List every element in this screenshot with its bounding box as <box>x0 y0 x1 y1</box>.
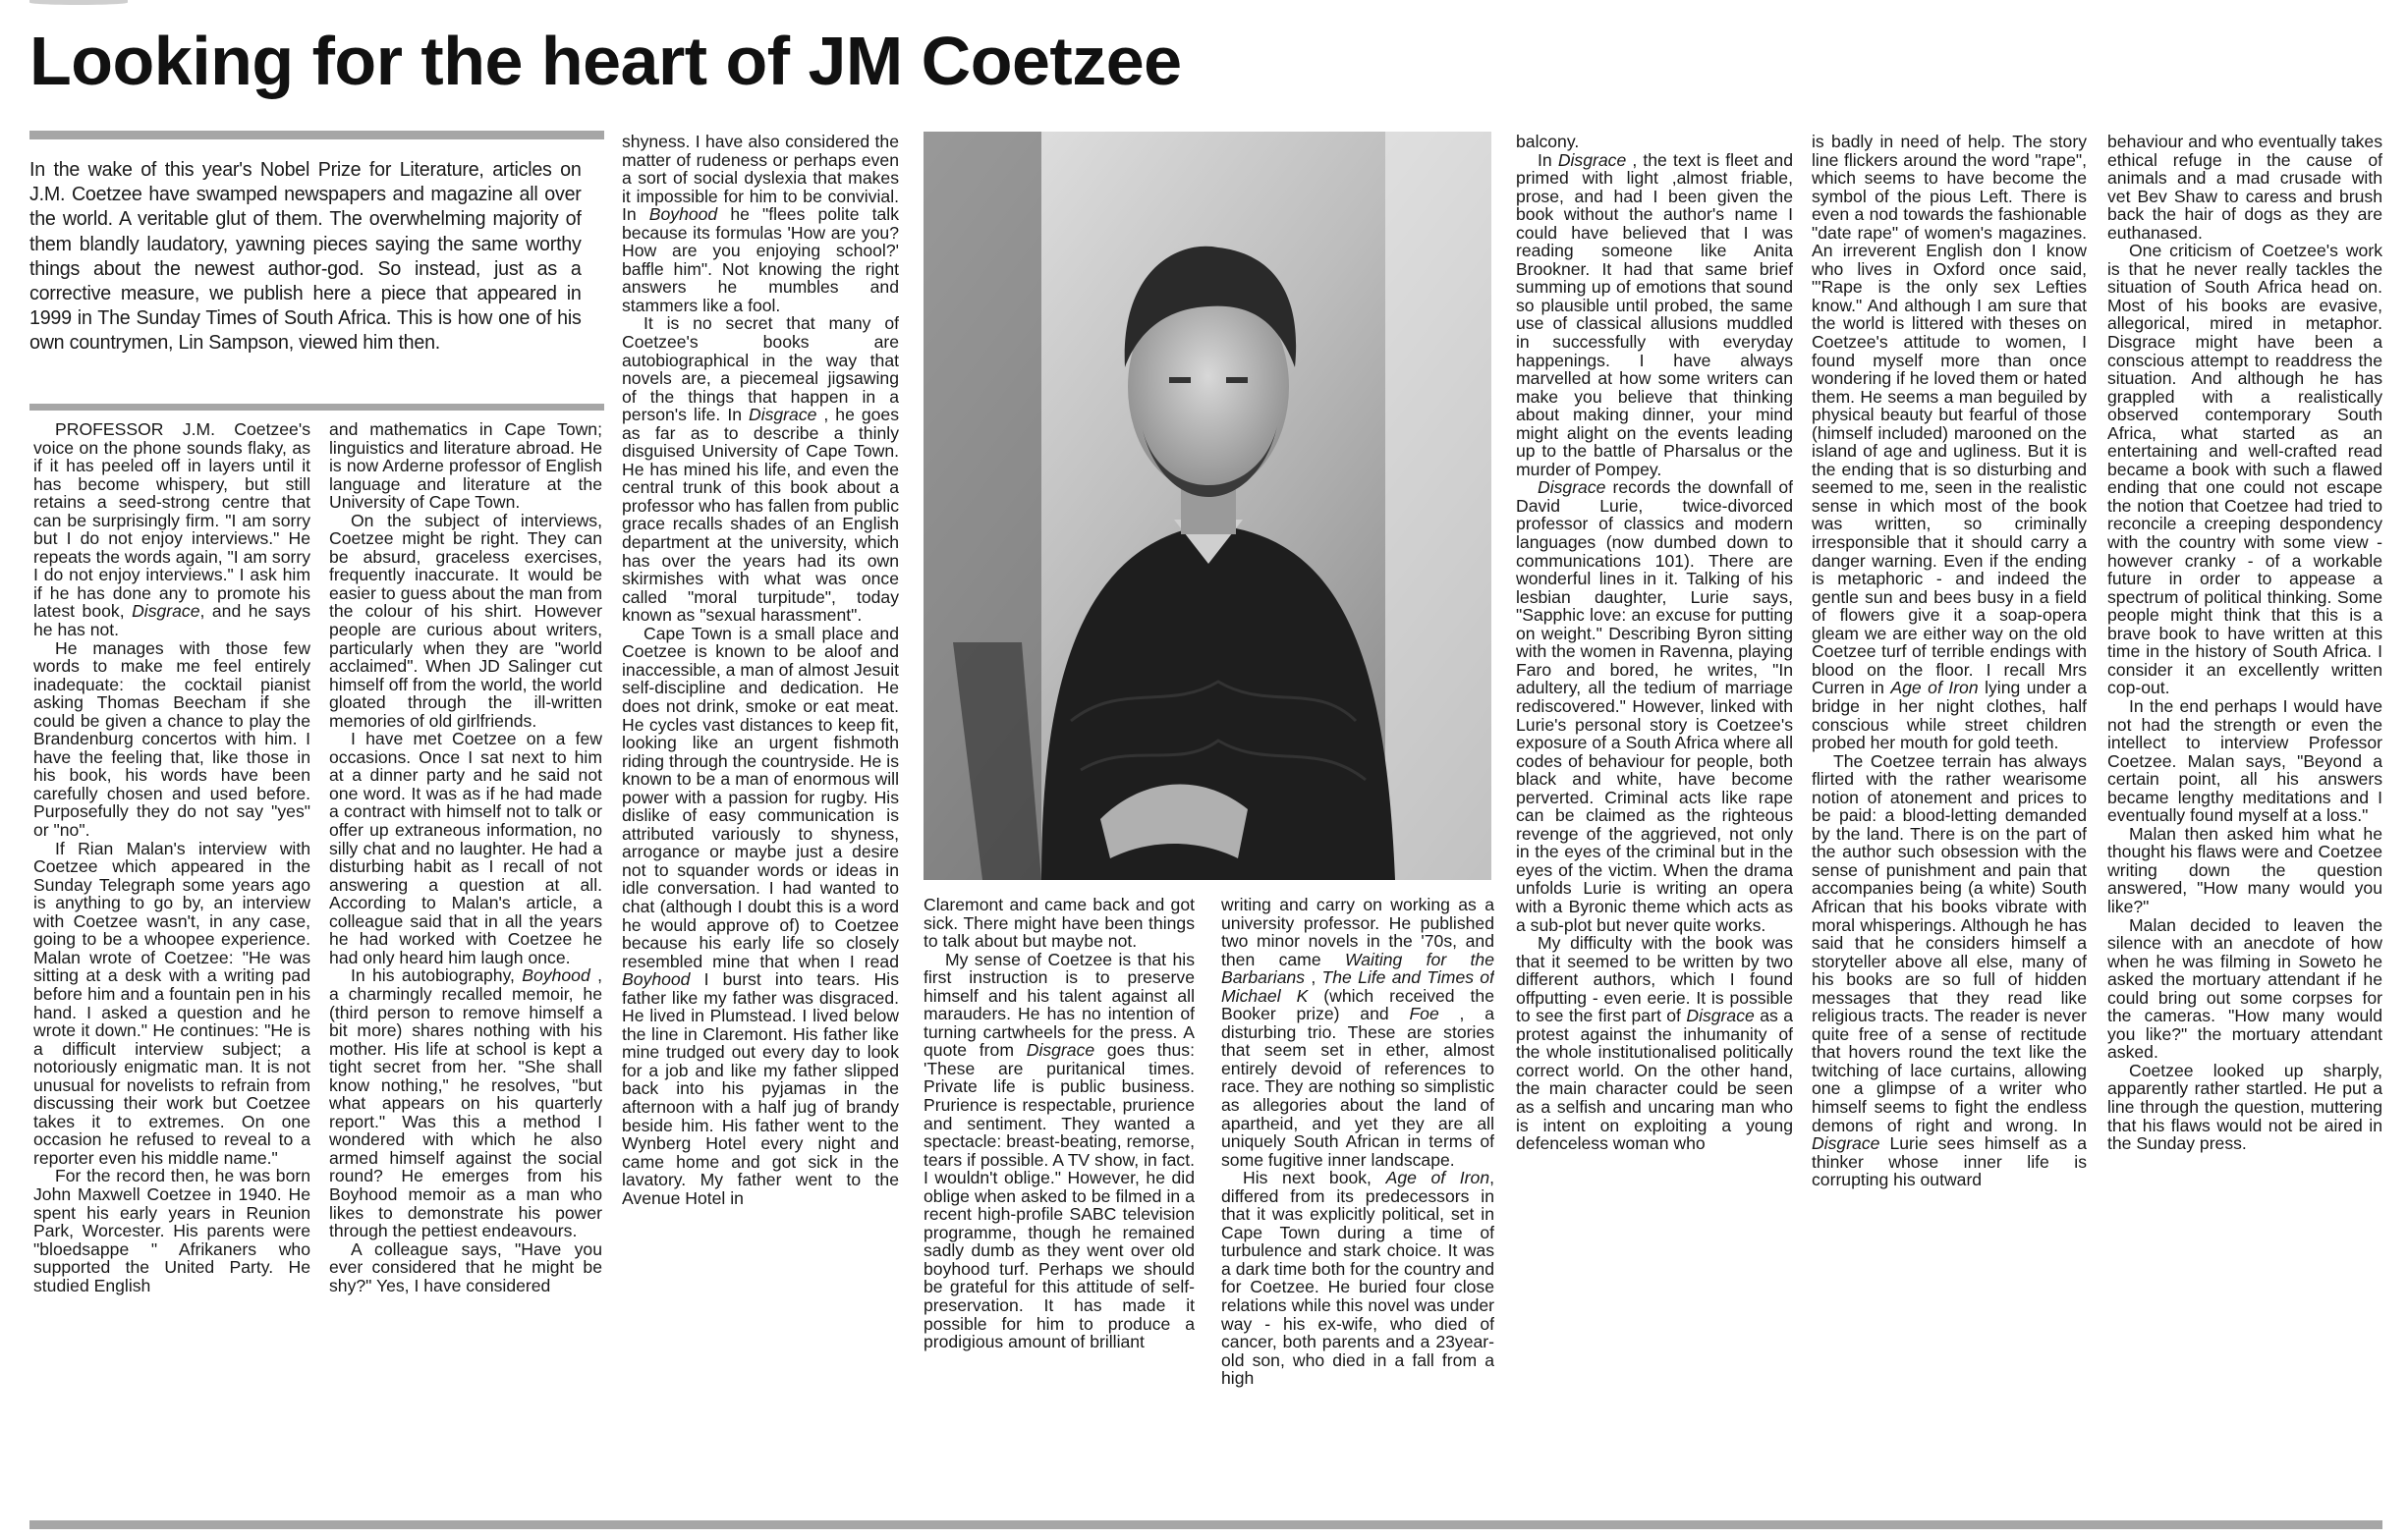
paragraph: I have met Coetzee on a few occasions. Once I sat next to him at a dinner party and he said not one word. It was as if he had made a contract with himself not to talk or offer up extraneous information, no silly chat and no laughter. He had a disturbing habit as I recall of not answering a question at all. According to Malan's article, a colleague said that in all the years he had worked with Coetzee he had only heard him laugh once. <box>329 729 602 967</box>
paragraph: If Rian Malan's interview with Coetzee which appeared in the Sunday Telegraph some years ago is anything to go by, an interview with Coetzee wasn't, in any case, going to be a whoopee experience. Malan wrote of Coetzee: "He was sitting at a desk with a writing pad before him and a fountain pen in his hand. I asked a question and he wrote it down." He continues: "He is a difficult interview subject; a notoriously enigmatic man. It is not unusual for novelists to refrain from discussing their work but Coetzee takes it to extremes. On one occasion he refused to reveal to a reporter even his middle name." <box>33 838 310 1168</box>
paragraph: Coetzee looked up sharply, apparently rather startled. He put a line through the question, muttering that his flaws would not be aired in the Sunday press. <box>2107 1060 2382 1154</box>
paragraph: A colleague says, "Have you ever considered that he might be shy?" Yes, I have considered <box>329 1238 602 1295</box>
article-column-1 <box>33 420 310 1511</box>
paragraph: Malan then asked him what he thought his flaws were and Coetzee writing down the question answered, "How many would you like?" <box>2107 823 2382 916</box>
paragraph: My sense of Coetzee is that his first instruction is to preserve himself and his talent against all marauders. He has no intention of turning cartwheels for the press. A quote from Disgrace goes thus: 'These are puritanical times. Private life is public business. Prurience is respectable, prurience and sentiment. They wanted a spectacle: breast-beating, remorse, tears if possible. A TV show, in fact. I wouldn't oblige." However, he did oblige when asked to be filmed in a recent high-profile SABC television programme, though he remained sadly dumb as they went over old boyhood turf. Perhaps we should be grateful for this attitude of self-preservation. It has made it possible for him to produce a prodigious amount of brilliant <box>924 949 1195 1352</box>
article-column-2 <box>329 420 602 1511</box>
paragraph: Disgrace records the downfall of David Lurie, twice-divorced professor of classics and modern languages (now dumbed down to communications 101). There are wonderful lines in it. Talking of his lesbian daughter, Lurie says, "Sapphic love: an excuse for putting on weight." Describing Byron sitting with the women in Ravenna, playing Faro and bored, he writes, "In adultery, all the tedium of marriage rediscovered." However, linked with Lurie's personal story is Coetzee's exposure of a South Africa where all codes of behaviour for people, both black and white, have become perverted. Criminal acts like rape can be claimed as the righteous revenge of the aggrieved, not only in the eyes of the criminal but in the eyes of the victim. When the drama unfolds Lurie is writing an opera with a Byronic theme which acts as a sub-plot but never quite works. <box>1516 477 1793 935</box>
paragraph: and mathematics in Cape Town; linguistics and literature abroad. He is now Arderne professor of English language and literature at the University of Cape Town. <box>329 420 602 513</box>
paragraph: One criticism of Coetzee's work is that he never really tackles the situation of South Africa head on. Most of his books are evasive, allegorical, mired in metaphor. Disgrace might have been a conscious attempt to readdress the situation. And although he has grappled with a realistically observed contemporary South Africa, what started as an entertaining and well-crafted read became a book with such a flawed ending that one could not escape the notion that Coetzee had tried to reconcile a creeping despondency with the country with some view - however cranky - of a workable future in order to appease a spectrum of political thinking. Some people might think that this is a brave book to have written at this time in the history of South Africa. I consider it an excellently written cop-out. <box>2107 241 2382 698</box>
paragraph: His next book, Age of Iron, differed from its predecessors in that it was explicitly political, set in Cape Town during a time of turbulence and stark choice. It was a dark time both for the country and for Coetzee. He buried four close relations while this novel was under way - his ex-wife, who died of cancer, both parents and a 23year-old son, who died in a fall from a high <box>1221 1168 1494 1389</box>
paragraph: writing and carry on working as a university professor. He published two minor novels in the '70s, and then came Waiting for the Barbarians , The Life and Times of Michael K (which received the Booker prize) and Foe , a disturbing trio. These are stories that seem set in ether, almost entirely devoid of references to race. They are nothing so simplistic as allegories about the land of apartheid, and yet they are all uniquely South African in terms of some fugitive inner landscape. <box>1221 896 1494 1170</box>
paragraph: On the subject of interviews, Coetzee might be right. They can be absurd, graceless exercises, frequently inaccurate. It would be easier to guess about the man from the colour of his shirt. However people are curious about writers, particularly when they are "world acclaimed". When JD Salinger cut himself off from the world, the world gloated through the ill-written memories of old girlfriends. <box>329 510 602 731</box>
paragraph: It is no secret that many of Coetzee's books are autobiographical in the way that novels are, a piecemeal jigsawing of the things that happen in a person's life. In Disgrace , he goes as far as to describe a thinly disguised University of Cape Town. He has mined his life, and even the central trunk of this book about a professor who has fallen from public grace recalls shades of an English department at the university, which has over the years had its own skirmishes with what was once called "moral turpitude", today known as "sexual harassment". <box>622 313 899 626</box>
paragraph: In the end perhaps I would have not had the strength or even the intellect to interview Professor Coetzee. Malan says, "Beyond a certain point, all his answers became lengthy meditations and I eventually found myself at a loss." <box>2107 695 2382 826</box>
article-column-7 <box>2107 133 2382 1511</box>
paragraph: PROFESSOR J.M. Coetzee's voice on the phone sounds flaky, as if it has peeled off in layers until it has become whispery, but still retains a seed-strong centre that can be surprisingly firm. "I am sorry but I do not enjoy interviews." He repeats the words again, "I am sorry I do not enjoy interviews." I ask him if he has done any to promote his latest book, Disgrace, and he says he has not. <box>33 420 310 640</box>
paragraph: In Disgrace , the text is fleet and primed with light ,almost friable, prose, and had I been given the book without the author's name I could have believed that I was reading someone like Anita Brookner. It had that same brief summing up of emotions that sound so plausible until probed, the same use of classical allusions muddled in successfully with everyday happenings. I have always marvelled at how some writers can make you believe that thinking about making dinner, your mind might alight on the events leading up to the battle of Pharsalus or the murder of Pompey. <box>1516 149 1793 479</box>
paragraph: Malan decided to leaven the silence with an anecdote of how when he was filming in Soweto he asked the mortuary attendant if he could bring out some corpses for the cameras. "How many would you like?" the mortuary attendant asked. <box>2107 914 2382 1063</box>
author-photo <box>924 132 1491 880</box>
paragraph: He manages with those few words to make me feel entirely inadequate: the cocktail pianist asking Thomas Beecham if she could be given a chance to play the Brandenburg concertos with him. I have the feeling that, like those in his book, his words have been carefully chosen and used before. Purposefully they do not say "yes" or "no". <box>33 637 310 841</box>
paragraph: balcony. <box>1516 133 1580 151</box>
paragraph: For the record then, he was born John Maxwell Coetzee in 1940. He spent his early years in Reunion Park, Worcester. His parents were "bloedsappe " Afrikaners who supported the United Party. He studied English <box>33 1166 310 1295</box>
top-ornament <box>29 0 128 5</box>
article-column-4a <box>924 896 1195 1512</box>
article-column-6 <box>1812 133 2087 1511</box>
paragraph: The Coetzee terrain has always flirted with the rather wearisome notion of atonement and prices to be paid: a blood-letting demanded by the land. There is on the part of the author such obsession with the sense of punishment and pain that accompanies being (a white) South African that his books vibrate with moral whisperings. Although he has said that he considers himself a storyteller above all else, many of his books are so full of hidden messages that they read like religious tracts. The reader is never quite free of a sense of rectitude that hovers round the text like the twitching of lace curtains, allowing one a glimpse of a writer who himself seems to fight the endless demons of right and wrong. In Disgrace Lurie sees himself as a thinker whose inner life is corrupting his outward <box>1812 750 2087 1190</box>
paragraph: My difficulty with the book was that it seemed to be written by two different authors, which I found offputting - even eerie. It is possible to see the first part of Disgrace as a protest against the inhumanity of the whole institutionalised politically correct world. On the other hand, the main character could be seen as a selfish and uncaring man who is intent on exploiting a young defenceless woman who <box>1516 933 1793 1154</box>
intro-bottom-rule <box>29 404 604 411</box>
paragraph: In his autobiography, Boyhood , a charmingly recalled memoir, he (third person to remove himself a bit more) shares nothing with his mother. His life at school is kept a tight secret from her. "She shall know nothing," he resolves, "but what appears on his quarterly report." Was this a method I wondered with which he also armed himself against the social round? He emerges from his Boyhood memoir as a man who likes to demonstrate his power through the pettiest endeavours. <box>329 965 602 1241</box>
portrait-image <box>924 132 1491 880</box>
page-bottom-rule <box>29 1520 2382 1529</box>
paragraph: Claremont and came back and got sick. There might have been things to talk about but maybe not. <box>924 896 1195 952</box>
article-column-4b <box>1221 896 1494 1512</box>
headline: Looking for the heart of JM Coetzee <box>29 23 1182 99</box>
paragraph: is badly in need of help. The story line flickers around the word "rape", which seems to have become the symbol of the pious Left. There is even a nod towards the fashionable "date rape" of women's magazines. An irreverent English don I know who lives in Oxford once said, "'Rape is the only sex Lefties know." And although I am sure that the world is littered with theses on Coetzee's attitude to women, I found myself more than once wondering if he loved them or hated them. He seems a man beguiled by physical beauty but fearful of those (himself included) marooned on the island of age and ugliness. But it is the ending that is so disturbing and seemed to me, seen in the realistic sense in which most of the book was written, so criminally irresponsible that it should carry a danger warning. Even if the ending is metaphoric - and indeed the gentle sun and bees busy in a field of flowers give it a soap-opera gleam we are either way on the old Coetzee turf of terrible endings with blood on the floor. I recall Mrs Curren in Age of Iron lying under a bridge in her night clothes, half conscious while street children probed her mouth for gold teeth. <box>1812 133 2087 753</box>
article-column-5 <box>1516 133 1793 1511</box>
article-column-3 <box>622 133 899 1511</box>
paragraph: Cape Town is a small place and Coetzee is known to be aloof and inaccessible, a man of almost Jesuit self-discipline and dedication. He does not drink, smoke or eat meat. He cycles vast distances to keep fit, looking like an urgent fishmoth riding through the countryside. He is known to be a man of enormous will power with a passion for rugby. His dislike of easy communication is attributed variously to shyness, arrogance or maybe just a desire not to squander words or ideas in idle conversation. I had wanted to chat (although I doubt this is a word he would approve of) to Coetzee because his early life so closely resembled mine that when I read Boyhood I burst into tears. His father like my father was disgraced. He lived in Plumstead. I lived below the line in Claremont. His father like mine trudged out every day to look for a job and like my father slipped back into his pyjamas in the afternoon with a half jug of brandy beside him. His father went to the Wynberg Hotel every night and came home and got sick in the lavatory. My father went to the Avenue Hotel in <box>622 623 899 1208</box>
intro-standfirst: In the wake of this year's Nobel Prize for Literature, articles on J.M. Coetzee have swamped newspapers and magazine all over the world. A veritable glut of them. The overwhelming majority of them blandly laudatory, yawning pieces saying the same worthy things about the newest author-god. So instead, just as a corrective measure, we publish here a piece that appeared in 1999 in The Sunday Times of South Africa. This is how one of his own countrymen, Lin Sampson, viewed him then. <box>29 158 582 355</box>
intro-top-rule <box>29 131 604 139</box>
paragraph: behaviour and who eventually takes ethical refuge in the cause of animals and a mad crusade with vet Bev Shaw to caress and brush back the hair of dogs as they are euthanased. <box>2107 133 2382 243</box>
paragraph: shyness. I have also considered the matter of rudeness or perhaps even a sort of social dyslexia that makes it impossible for him to be convivial. In Boyhood he "flees polite talk because its formulas 'How are you? How are you enjoying school?' baffle him". Not knowing the right answers he mumbles and stammers like a fool. <box>622 133 899 315</box>
